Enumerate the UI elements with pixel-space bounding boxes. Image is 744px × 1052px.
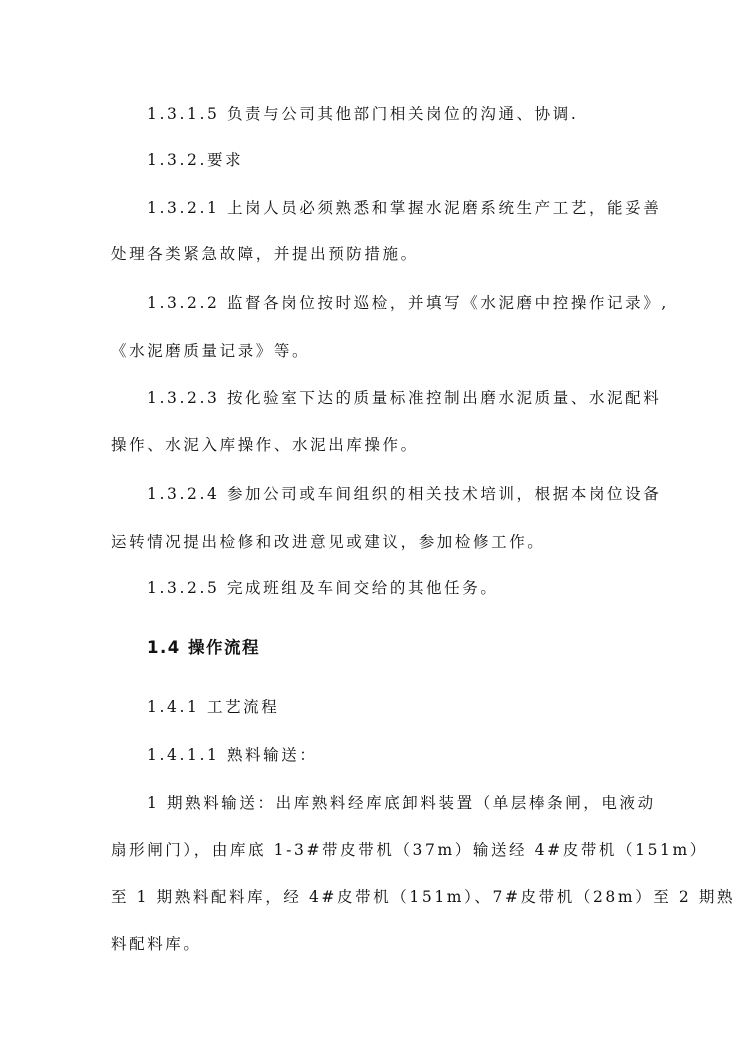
section-heading-1-4: 1.4 操作流程 [147, 638, 260, 657]
paragraph-clinker-line-1: 1 期熟料输送：出库熟料经库底卸料装置（单层棒条闸，电液动 [147, 794, 656, 812]
clause-1-3-2-4-line-2: 运转情况提出检修和改进意见或建议，参加检修工作。 [111, 533, 546, 551]
clause-1-3-2-2-line-1: 1.3.2.2 监督各岗位按时巡检，并填写《水泥磨中控操作记录》, [147, 294, 669, 312]
clause-1-3-2-3-line-2: 操作、水泥入库操作、水泥出库操作。 [111, 436, 419, 454]
paragraph-clinker-line-3: 至 1 期熟料配料库，经 4#皮带机（151m）、7#皮带机（28m）至 2 期熟 [111, 888, 736, 906]
clause-1-4-1: 1.4.1 工艺流程 [147, 698, 280, 716]
clause-1-3-1-5: 1.3.1.5 负责与公司其他部门相关岗位的沟通、协调. [147, 105, 579, 123]
clause-1-4-1-1: 1.4.1.1 熟料输送： [147, 746, 318, 764]
clause-1-3-2-1-line-2: 处理各类紧急故障，并提出预防措施。 [111, 245, 419, 263]
clause-1-3-2-heading: 1.3.2.要求 [147, 151, 244, 169]
paragraph-clinker-line-4: 料配料库。 [111, 935, 202, 953]
clause-1-3-2-3-line-1: 1.3.2.3 按化验室下达的质量标准控制出磨水泥质量、水泥配料 [147, 389, 662, 407]
paragraph-clinker-line-2: 扇形闸门），由库底 1-3#带皮带机（37m）输送经 4#皮带机（151m） [111, 841, 708, 859]
clause-1-3-2-5: 1.3.2.5 完成班组及车间交给的其他任务。 [147, 579, 499, 597]
clause-1-3-2-4-line-1: 1.3.2.4 参加公司或车间组织的相关技术培训，根据本岗位设备 [147, 485, 662, 503]
clause-1-3-2-2-line-2: 《水泥磨质量记录》等。 [111, 342, 311, 360]
clause-1-3-2-1-line-1: 1.3.2.1 上岗人员必须熟悉和掌握水泥磨系统生产工艺，能妥善 [147, 199, 662, 217]
